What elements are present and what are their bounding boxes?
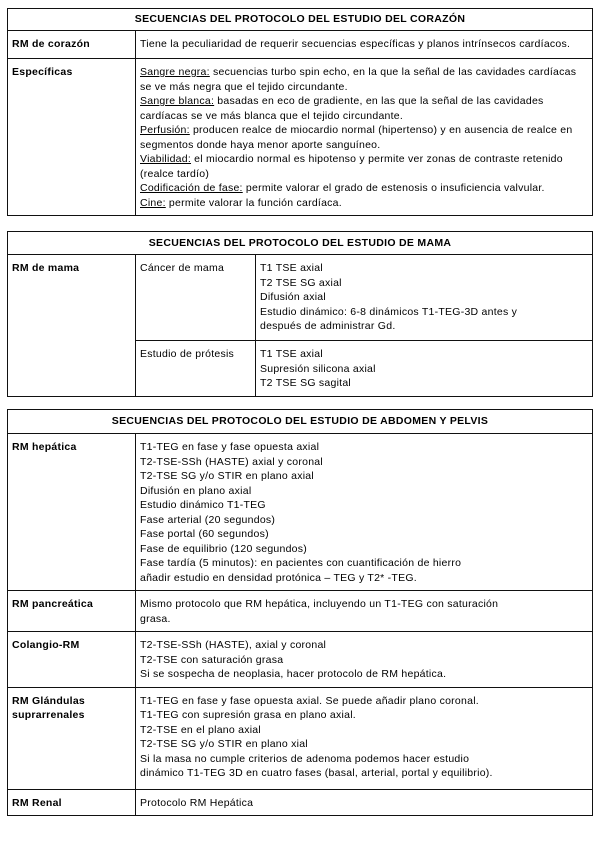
sequence-line: T2-TSE-SSh (HASTE), axial y coronal: [140, 639, 327, 651]
sequence-line: T1-TEG en fase y fase opuesta axial. Se puede añadir plano coronal.: [140, 694, 479, 707]
sequence-line: Fase portal (60 segundos): [140, 528, 269, 540]
protesis-label: Estudio de prótesis: [136, 341, 256, 397]
rm-renal-sequences: [136, 789, 593, 816]
sequence-line: después de administrar Gd.: [260, 320, 396, 332]
sequence-line: se ve más negra que el tejido circundante.: [140, 80, 348, 93]
sequence-line: (realce tardío): [140, 167, 210, 180]
breast-table-title: SECUENCIAS DEL PROTOCOLO DEL ESTUDIO DE MAMA: [8, 232, 593, 255]
rm-pancreatica-label: RM pancreática: [8, 591, 136, 632]
sequence-line: T2-TSE SG y/o STIR en plano axial: [140, 470, 314, 482]
rm-renal-label: RM Renal: [8, 789, 136, 816]
sequence-line: T1-TEG en fase y fase opuesta axial: [140, 441, 320, 453]
rm-glandulas-suprarrenales-label: RM Glándulas suprarrenales: [8, 687, 136, 789]
sequence-text: permite valorar la función cardíaca.: [165, 196, 342, 209]
sequence-line: [140, 196, 588, 211]
sequence-line: Estudio dinámico: 6-8 dinámicos T1-TEG-3D antes y: [260, 305, 518, 318]
especificas-label: Específicas: [8, 59, 136, 216]
sequence-line: Fase arterial (20 segundos): [140, 513, 276, 526]
especificas-content: [136, 59, 593, 216]
sequence-line: añadir estudio en densidad protónica – TEG y T2* -TEG.: [140, 571, 417, 584]
breast-protocol-table: [7, 231, 593, 397]
sequence-line: T1 TSE axial: [260, 348, 323, 360]
sequence-term: Cine:: [140, 196, 166, 209]
abdomen-table-title: SECUENCIAS DEL PROTOCOLO DEL ESTUDIO DE ABDOMEN Y PELVIS: [8, 410, 593, 434]
cancer-mama-sequences: [256, 255, 593, 341]
rm-hepatica-label: RM hepática: [8, 434, 136, 591]
sequence-line: T2-TSE-SSh (HASTE) axial y coronal: [140, 455, 323, 468]
sequence-line: [140, 123, 588, 138]
rm-glandulas-suprarrenales-sequences: [136, 687, 593, 789]
sequence-text: producen realce de miocardio normal (hipertenso) y en ausencia de realce en: [189, 124, 573, 136]
rm-hepatica-sequences: [136, 434, 593, 591]
protesis-sequences: [256, 341, 593, 397]
sequence-term: Codificación de fase:: [140, 182, 243, 194]
sequence-line: Protocolo RM Hepática: [140, 796, 254, 809]
sequence-line: T2 TSE SG sagital: [260, 377, 352, 389]
rm-corazon-description: Tiene la peculiaridad de requerir secuencias específicas y planos intrínsecos cardíacos.: [136, 31, 593, 59]
colangio-rm-label: Colangio-RM: [8, 632, 136, 688]
sequence-term: Sangre blanca:: [140, 95, 215, 107]
sequence-line: Estudio dinámico T1-TEG: [140, 499, 266, 511]
rm-pancreatica-sequences: [136, 591, 593, 632]
sequence-term: Perfusión:: [140, 124, 190, 136]
sequence-text: secuencias turbo spin echo, en la que la señal de las cavidades cardíacas: [209, 66, 577, 78]
sequence-line: T1-TEG con supresión grasa en plano axial.: [140, 709, 356, 721]
sequence-line: cardíacas se ve más blanca que el tejido circundante.: [140, 109, 404, 122]
sequence-text: el miocardio normal es hipotenso y permite ver zonas de contraste retenido: [191, 153, 563, 165]
sequence-line: Supresión silicona axial: [260, 362, 376, 375]
sequence-line: segmentos donde haya menor aporte sanguíneo.: [140, 138, 381, 151]
colangio-rm-sequences: [136, 632, 593, 688]
heart-protocol-table: [7, 8, 593, 216]
rm-corazon-label: RM de corazón: [8, 31, 136, 59]
sequence-line: dinámico T1-TEG 3D en cuatro fases (basal, arterial, portal y equilibrio).: [140, 767, 493, 779]
sequence-line: T2-TSE en el plano axial: [140, 723, 261, 736]
sequence-line: Difusión en plano axial: [140, 484, 252, 497]
sequence-line: [140, 65, 588, 80]
sequence-term: Viabilidad:: [140, 153, 192, 165]
sequence-line: Difusión axial: [260, 291, 326, 303]
sequence-line: T2 TSE SG axial: [260, 276, 342, 289]
heart-table-title: SECUENCIAS DEL PROTOCOLO DEL ESTUDIO DEL CORAZÓN: [8, 9, 593, 31]
sequence-line: [140, 94, 588, 109]
sequence-line: [140, 181, 588, 196]
sequence-line: Mismo protocolo que RM hepática, incluyendo un T1-TEG con saturación: [140, 598, 499, 610]
sequence-line: Fase de equilibrio (120 segundos): [140, 542, 308, 555]
sequence-line: T2-TSE SG y/o STIR en plano xial: [140, 738, 308, 750]
cancer-mama-label: Cáncer de mama: [136, 255, 256, 341]
sequence-line: Fase tardía (5 minutos): en pacientes con cuantificación de hierro: [140, 557, 462, 569]
sequence-line: T1 TSE axial: [260, 262, 323, 274]
sequence-line: Si se sospecha de neoplasia, hacer protocolo de RM hepática.: [140, 668, 447, 680]
sequence-text: basadas en eco de gradiente, en las que la señal de las cavidades: [214, 95, 544, 107]
sequence-line: grasa.: [140, 612, 171, 625]
sequence-text: permite valorar el grado de estenosis o insuficiencia valvular.: [242, 182, 545, 194]
sequence-line: Si la masa no cumple criterios de adenoma podemos hacer estudio: [140, 752, 470, 765]
rm-mama-label: RM de mama: [8, 255, 136, 397]
sequence-line: [140, 152, 588, 167]
abdomen-protocol-table: [7, 409, 593, 816]
sequence-line: T2-TSE con saturación grasa: [140, 653, 284, 666]
sequence-term: Sangre negra:: [140, 66, 210, 78]
